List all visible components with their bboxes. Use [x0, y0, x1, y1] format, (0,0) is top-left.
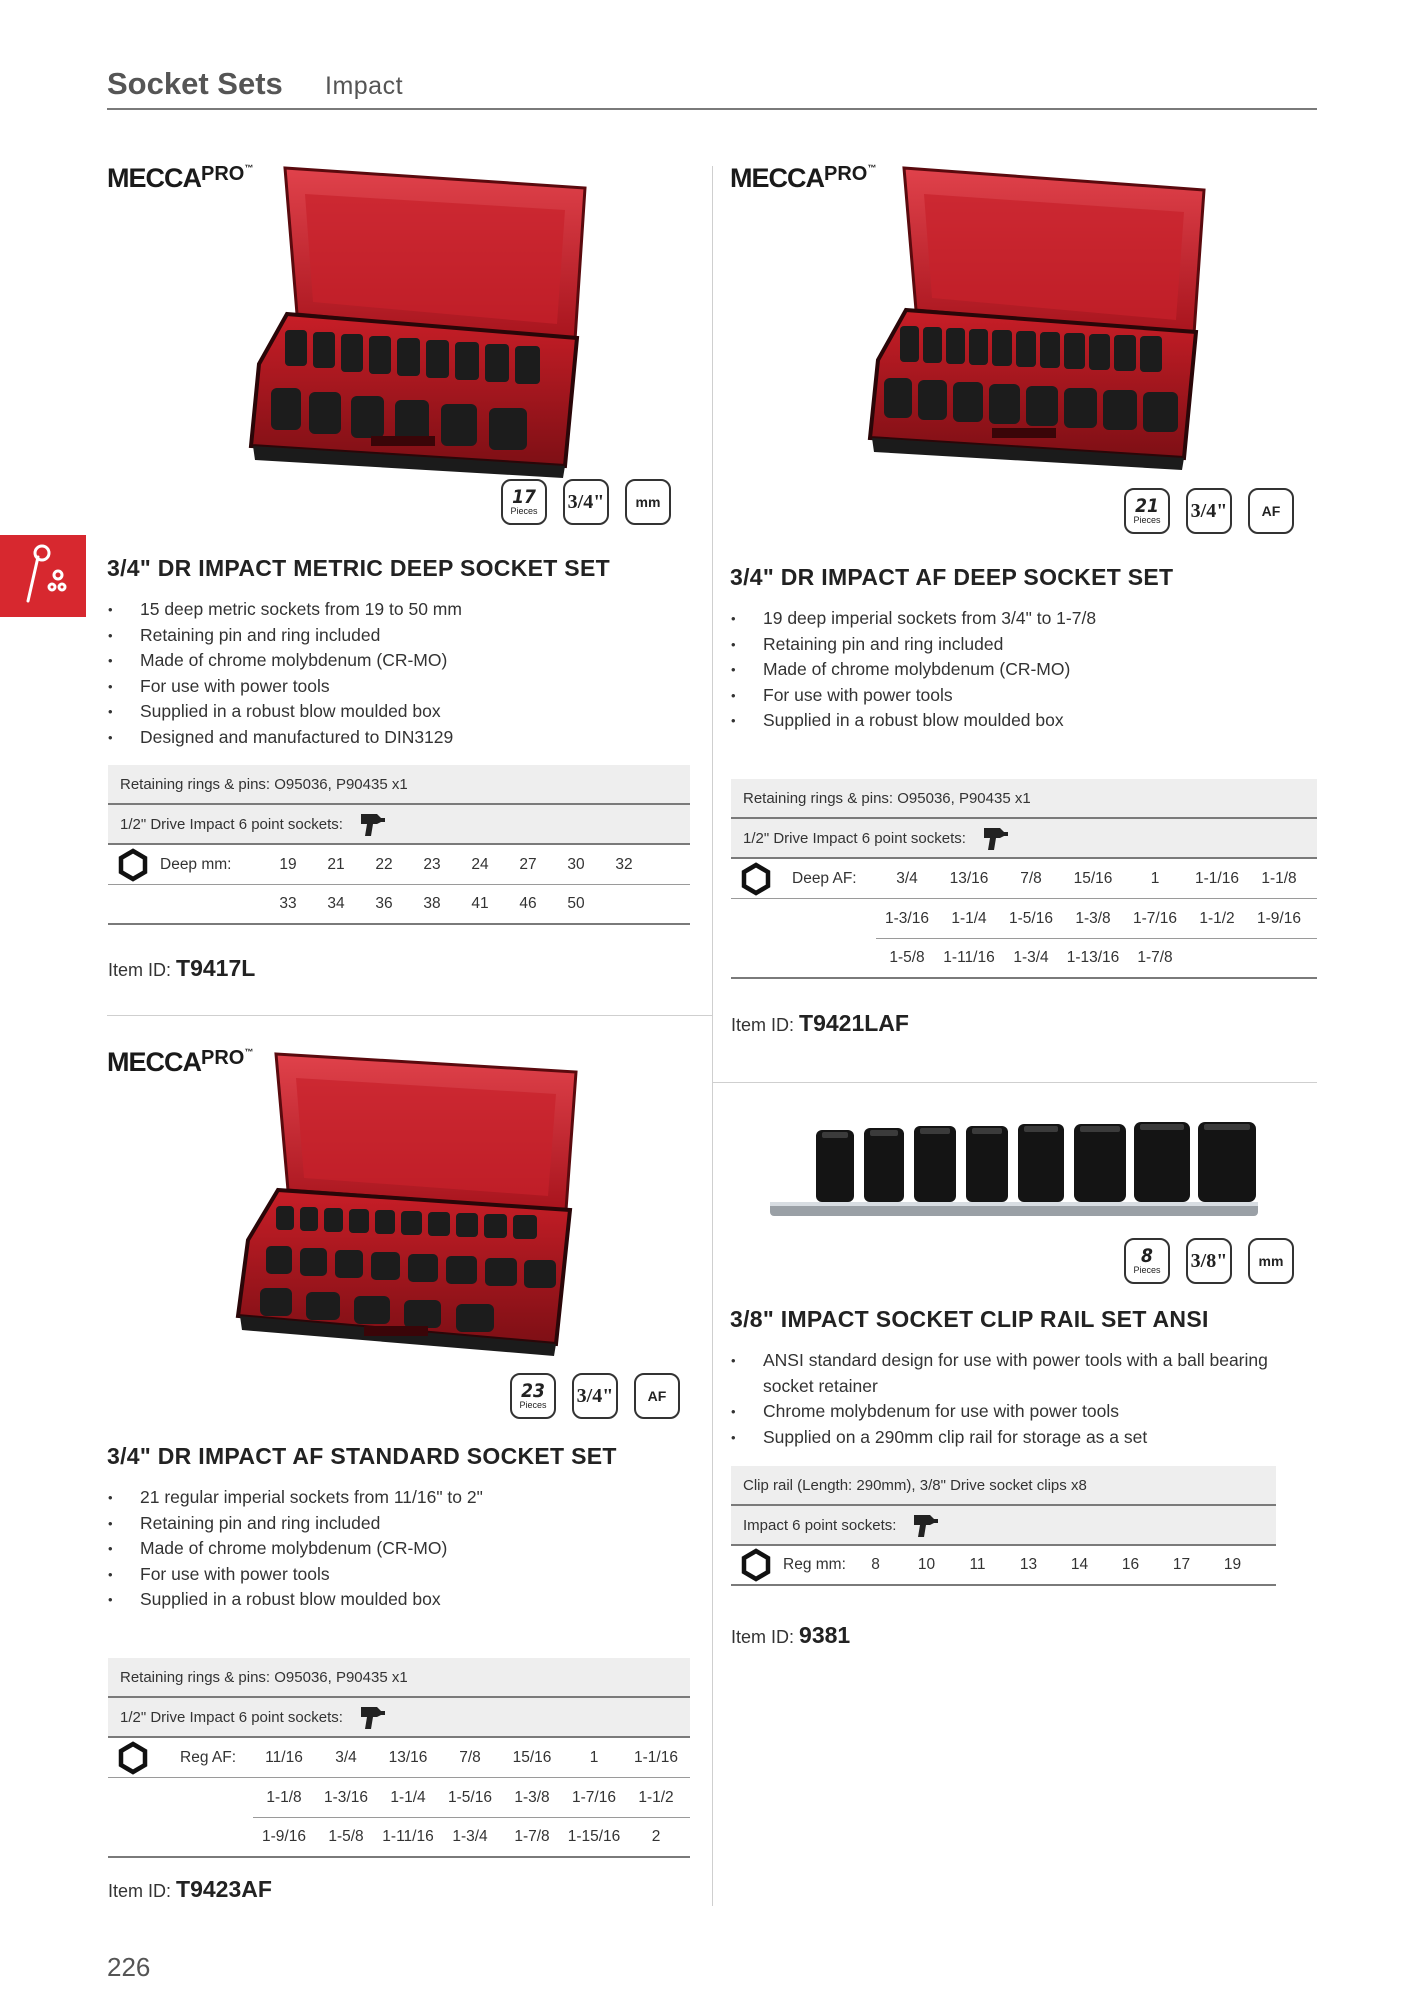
unit-badge: mm [1248, 1238, 1294, 1284]
size-grid: Reg AF: 11/16 3/4 13/16 7/8 15/16 1 1-1/16 1-1/8 1-3/16 1-1/4 1-5/16 1-3/8 1-7/16 1-1/2 1-9/16 1-5/8 1-11/16 1-3/4 1-7/8 1-15/16 2 [108, 1738, 690, 1858]
size-label: Deep mm: [160, 855, 232, 873]
pieces-badge: 17 Pieces [501, 479, 547, 525]
clip-rail-image [768, 1118, 1260, 1228]
spec-row: Impact 6 point sockets: [731, 1506, 1276, 1546]
hex-socket-icon [116, 1741, 150, 1775]
feature-item: • Retaining pin and ring included [730, 632, 1315, 658]
drive-size-badge: 3/4" [572, 1373, 618, 1419]
section-title: Socket Sets [107, 66, 283, 101]
feature-item: • Supplied in a robust blow moulded box [107, 699, 692, 725]
feature-item: • For use with power tools [107, 674, 692, 700]
feature-list [730, 1348, 1290, 1450]
spec-table [108, 1658, 690, 1858]
spec-row: Clip rail (Length: 290mm), 3/8" Drive socket clips x8 [731, 1466, 1276, 1506]
size-grid: Deep mm: 19 21 22 23 24 27 30 32 33 34 36 38 41 46 50 [108, 845, 690, 925]
feature-item: • Made of chrome molybdenum (CR-MO) [730, 657, 1315, 683]
drive-size-badge: 3/8" [1186, 1238, 1232, 1284]
ratchet-icon [22, 543, 68, 609]
impact-drill-icon [355, 1703, 387, 1731]
feature-list [730, 606, 1315, 734]
feature-item: • Supplied in a robust blow moulded box [730, 708, 1315, 734]
impact-drill-icon [355, 810, 387, 838]
product-title: 3/4" DR IMPACT METRIC DEEP SOCKET SET [107, 555, 610, 581]
drive-size-badge: 3/4" [1186, 488, 1232, 534]
product-title: 3/4" DR IMPACT AF DEEP SOCKET SET [730, 564, 1174, 590]
brand-logo: $MECCA^{PRO}$ ™ [107, 1047, 253, 1078]
socket-case-image [245, 164, 595, 482]
spec-badges [510, 1373, 680, 1419]
feature-item: • For use with power tools [730, 683, 1315, 709]
socket-case-image [862, 164, 1214, 472]
feature-item: • Supplied on a 290mm clip rail for storage as a set [730, 1425, 1290, 1451]
spec-row: 1/2" Drive Impact 6 point sockets: [731, 819, 1317, 859]
feature-item: • Chrome molybdenum for use with power tools [730, 1399, 1290, 1425]
feature-item: • Retaining pin and ring included [107, 1511, 692, 1537]
feature-item: • ANSI standard design for use with power tools with a ball bearing socket retainer [730, 1348, 1290, 1399]
feature-list [107, 1485, 692, 1613]
column-divider [712, 166, 713, 1906]
socket-case-image [230, 1050, 590, 1358]
spec-badges [1124, 488, 1294, 534]
drive-size-badge: 3/4" [563, 479, 609, 525]
pieces-badge: 21 Pieces [1124, 488, 1170, 534]
spec-row: 1/2" Drive Impact 6 point sockets: [108, 805, 690, 845]
item-id: Item ID: T9417L [108, 955, 256, 981]
spec-row: Retaining rings & pins: O95036, P90435 x1 [731, 779, 1317, 819]
brand-logo: $MECCA^{PRO}$ ™ [107, 163, 253, 194]
size-grid: Reg mm: 8 10 11 13 14 16 17 19 [731, 1546, 1276, 1586]
row-divider-right [713, 1082, 1317, 1083]
hex-socket-icon [739, 1548, 773, 1582]
feature-item: • Supplied in a robust blow moulded box [107, 1587, 692, 1613]
feature-item: • Made of chrome molybdenum (CR-MO) [107, 648, 692, 674]
spec-badges [501, 479, 671, 525]
feature-list [107, 597, 692, 750]
feature-item: • For use with power tools [107, 1562, 692, 1588]
feature-item: • Designed and manufactured to DIN3129 [107, 725, 692, 751]
spec-row: Retaining rings & pins: O95036, P90435 x1 [108, 1658, 690, 1698]
spec-row: Retaining rings & pins: O95036, P90435 x1 [108, 765, 690, 805]
page-header [107, 62, 1317, 110]
item-id: Item ID: 9381 [731, 1622, 851, 1648]
row-divider-left [107, 1015, 712, 1016]
unit-badge: mm [625, 479, 671, 525]
unit-badge: AF [634, 1373, 680, 1419]
impact-drill-icon [908, 1511, 940, 1539]
feature-item: • 19 deep imperial sockets from 3/4" to 1-7/8 [730, 606, 1315, 632]
size-label: Reg mm: [783, 1556, 846, 1573]
feature-item: • Made of chrome molybdenum (CR-MO) [107, 1536, 692, 1562]
feature-item: • 15 deep metric sockets from 19 to 50 mm [107, 597, 692, 623]
spec-table [731, 1466, 1276, 1586]
spec-table [108, 765, 690, 925]
product-title: 3/8" IMPACT SOCKET CLIP RAIL SET ANSI [730, 1306, 1209, 1332]
size-label: Deep AF: [792, 869, 857, 887]
impact-drill-icon [978, 824, 1010, 852]
spec-row: 1/2" Drive Impact 6 point sockets: [108, 1698, 690, 1738]
unit-badge: AF [1248, 488, 1294, 534]
spec-table [731, 779, 1317, 979]
item-id: Item ID: T9423AF [108, 1876, 272, 1902]
item-id: Item ID: T9421LAF [731, 1010, 909, 1036]
page-number: 226 [107, 1952, 151, 1982]
size-label: Reg AF: [180, 1748, 236, 1766]
category-tab[interactable] [0, 535, 86, 617]
brand-logo: $MECCA^{PRO}$ ™ [730, 163, 876, 194]
feature-item: • 21 regular imperial sockets from 11/16" to 2" [107, 1485, 692, 1511]
pieces-badge: 23 Pieces [510, 1373, 556, 1419]
product-title: 3/4" DR IMPACT AF STANDARD SOCKET SET [107, 1443, 617, 1469]
hex-socket-icon [739, 862, 773, 896]
hex-socket-icon [116, 848, 150, 882]
size-grid: Deep AF: 3/4 13/16 7/8 15/16 1 1-1/16 1-1/8 1-3/16 1-1/4 1-5/16 1-3/8 1-7/16 1-1/2 1-9/16 1-5/8 1-11/16 1-3/4 1-13/16 1-7/8 [731, 859, 1317, 979]
pieces-badge: 8 Pieces [1124, 1238, 1170, 1284]
spec-badges [1124, 1238, 1294, 1284]
section-subtitle: Impact [325, 72, 404, 100]
feature-item: • Retaining pin and ring included [107, 623, 692, 649]
